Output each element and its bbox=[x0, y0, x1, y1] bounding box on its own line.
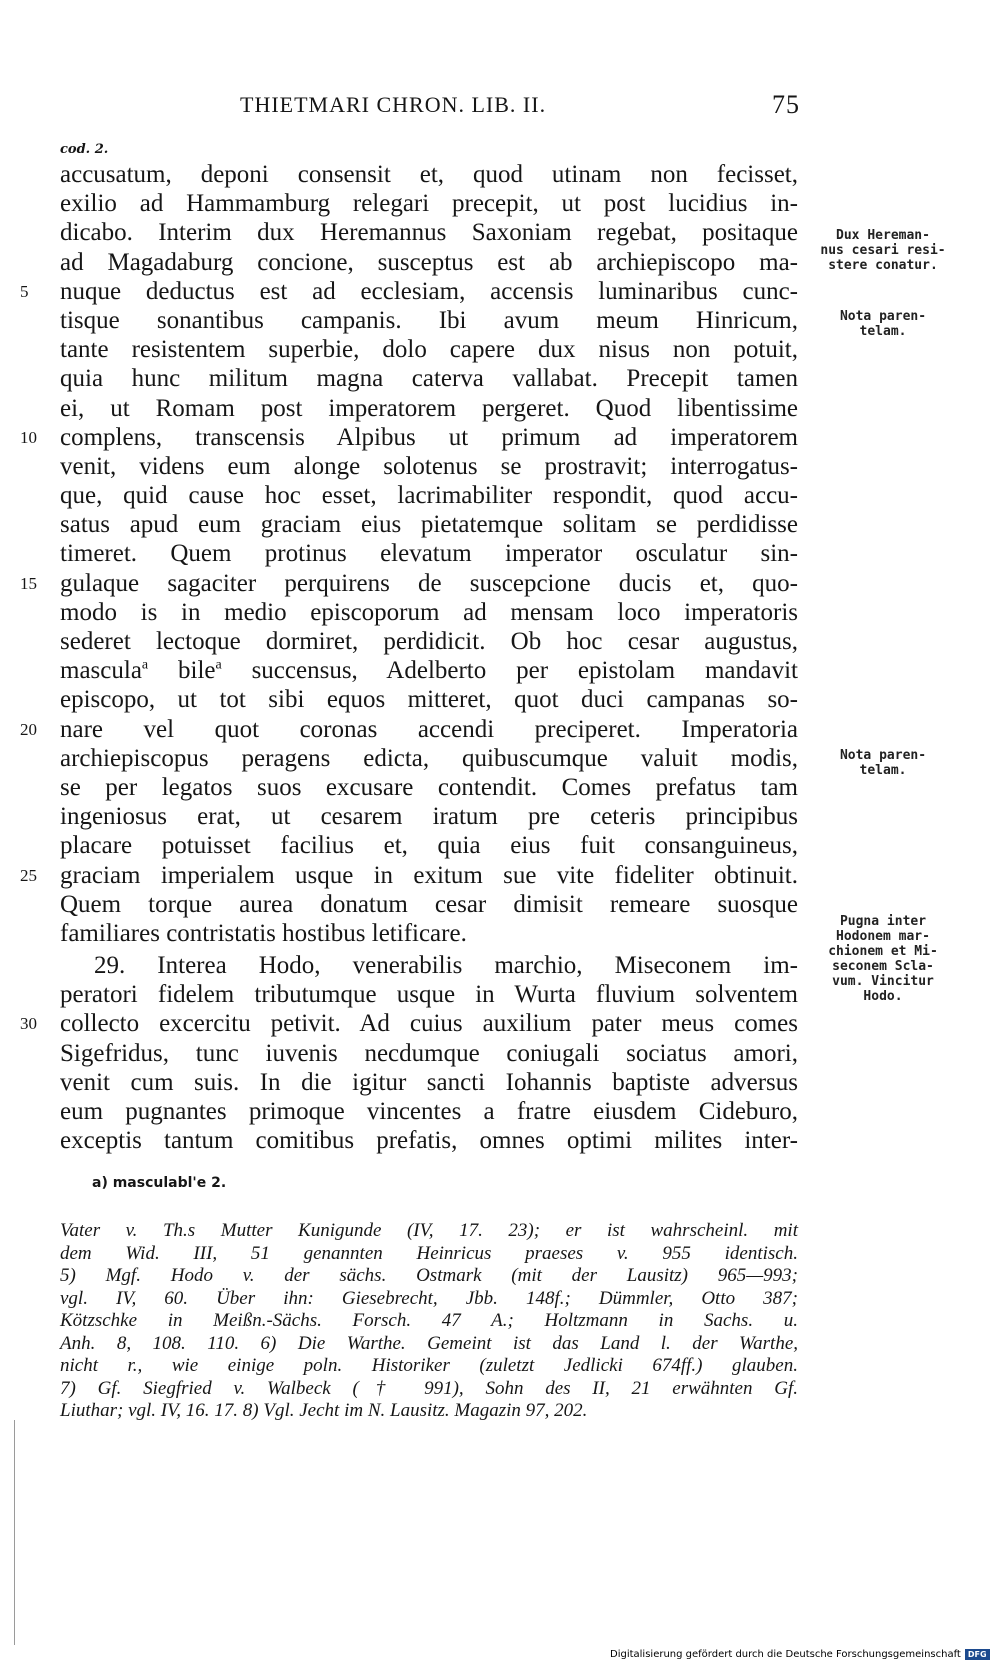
text-line: exilio ad Hammamburg relegari precepit, ut post lucidius in- bbox=[60, 190, 798, 218]
text-line: Quem torque aurea donatum cesar dimisit remeare suosque bbox=[60, 890, 798, 918]
apparatus-marker: a bbox=[141, 657, 149, 673]
text-line: venit, videns eum alonge solotenus se prostravit; interrogatus- bbox=[60, 452, 798, 480]
text-line: 20 nare vel quot coronas accendi preciperet. Imperatoria bbox=[20, 715, 798, 743]
running-header bbox=[240, 92, 800, 128]
credit-text: Digitalisierung gefördert durch die Deutsche Forschungsgemeinschaft bbox=[610, 1649, 961, 1660]
text-line: se per legatos suos excusare contendit. Comes prefatus tam bbox=[60, 773, 798, 801]
text-line: que, quid cause hoc esset, lacrimabiliter respondit, quod accu- bbox=[60, 482, 798, 510]
text-line: mascula$^a$ bile$^a$ succensus, Adelberto per epistolam mandavit bbox=[60, 657, 798, 685]
footnote-line: vgl. IV, 60. Über ihn: Giesebrecht, Jbb. 148f.; Dümmler, Otto 387; bbox=[60, 1287, 798, 1309]
text-line: dicabo. Interim dux Heremannus Saxoniam regebat, positaque bbox=[60, 219, 798, 247]
digitization-credit bbox=[610, 1649, 990, 1660]
text-line: satus apud eum graciam eius pietatemque solitam se perdidisse bbox=[60, 511, 798, 539]
chapter-start-line: 29. Interea Hodo, venerabilis marchio, Miseconem im- bbox=[94, 952, 798, 980]
footnote-line: 5) Mgf. Hodo v. der sächs. Ostmark (mit der Lausitz) 965—993; bbox=[60, 1265, 798, 1286]
text-line: ad Magadaburg concione, susceptus est ab archiepiscopo ma- bbox=[60, 248, 798, 276]
text-line: tante resistentem superbie, dolo capere dux nisus non potuit, bbox=[60, 336, 798, 364]
text-line: archiepiscopus peragens edicta, quibuscumque valuit modis, bbox=[60, 744, 798, 772]
text-line: episcopo, ut tot sibi equos mitteret, quot duci campanas so- bbox=[60, 686, 798, 714]
scan-edge-line bbox=[14, 1420, 15, 1645]
line-number: 20 bbox=[20, 719, 37, 739]
line-number: 25 bbox=[20, 865, 37, 885]
apparatus-note: a) masculabl'e 2. bbox=[92, 1175, 227, 1191]
apparatus-marker: a bbox=[215, 657, 222, 673]
margin-note-3: Nota paren- telam. bbox=[839, 748, 927, 778]
line-number: 15 bbox=[20, 573, 37, 593]
text-line: accusatum, deponi consensit et, quod utinam non fecisset, bbox=[60, 161, 798, 188]
text-line: ei, ut Romam post imperatorem pergeret. Quod libentissime bbox=[60, 394, 798, 422]
text-line: 5 nuque deductus est ad ecclesiam, accensis luminaribus cunc- bbox=[20, 277, 798, 305]
margin-note-4: Pugna inter Hodonem mar- chionem et Mi- seconem Scla- vum. Vincitur Hodo. bbox=[828, 914, 938, 1004]
text-line: venit cum suis. In die igitur sancti Iohannis baptiste adversus bbox=[60, 1068, 798, 1096]
text-line: timeret. Quem protinus elevatum imperator osculatur sin- bbox=[60, 540, 798, 568]
main-text bbox=[20, 160, 798, 1155]
line-number: 5 bbox=[20, 281, 29, 301]
text-line: modo is in medio episcoporum ad mensam loco imperatoris bbox=[60, 598, 798, 626]
footnote-line: Kötzschke in Meißn.-Sächs. Forsch. 47 A.; Holtzmann in Sachs. u. bbox=[60, 1310, 798, 1331]
text-line: Sigefridus, tunc iuvenis necdumque coniugali sociatus amori, bbox=[60, 1039, 798, 1067]
text-line: familiares contristatis hostibus letificare. bbox=[60, 919, 467, 947]
footnote-line: Liuthar; vgl. IV, 16. 17. 8) Vgl. Jecht im N. Lausitz. Magazin 97, 202. bbox=[60, 1400, 588, 1421]
text-line: exceptis tantum comitibus prefatis, omnes optimi milites inter- bbox=[60, 1127, 798, 1155]
footnote-line: nicht r., wie einige poln. Historiker (zuletzt Jedlicki 674ff.) glauben. bbox=[60, 1355, 798, 1376]
text-line: 25 graciam imperialem usque in exitum sue vite fideliter obtinuit. bbox=[20, 861, 798, 889]
text-line: 30 collecto excercitu petivit. Ad cuius auxilium pater meus comes bbox=[20, 1010, 798, 1038]
footnote-line: Anh. 8, 108. 110. 6) Die Warthe. Gemeint ist das Land l. der Warthe, bbox=[60, 1332, 798, 1354]
text-line: 10 complens, transcensis Alpibus ut primum ad imperatorem bbox=[20, 423, 798, 451]
text-line: ingeniosus erat, ut cesarem iratum pre ceteris principibus bbox=[60, 803, 798, 831]
text-line: quia hunc militum magna caterva vallabat. Precepit tamen bbox=[60, 365, 798, 393]
footnote-line: 7) Gf. Siegfried v. Walbeck († 991), Sohn des II, 21 erwähnten Gf. bbox=[60, 1377, 798, 1399]
codex-note: cod. 2. bbox=[60, 142, 109, 157]
dfg-logo-icon: DFG bbox=[965, 1649, 990, 1660]
text-line: sederet lectoque dormiret, perdidicit. Ob hoc cesar augustus, bbox=[60, 628, 798, 655]
footnote-line: dem Wid. III, 51 genannten Heinricus praeses v. 955 identisch. bbox=[60, 1242, 798, 1264]
text-line: peratori fidelem tributumque usque in Wurta fluvium solventem bbox=[60, 981, 798, 1009]
text-line: placare potuisset facilius et, quia eius fuit consanguineus, bbox=[60, 832, 798, 860]
margin-note-2: Nota paren- telam. bbox=[839, 309, 927, 339]
text-line: eum pugnantes primoque vincentes a fratre eiusdem Cideburo, bbox=[60, 1098, 798, 1125]
text-line: 15 gulaque sagaciter perquirens de suscepcione ducis et, quo- bbox=[20, 569, 798, 597]
page-number: 75 bbox=[772, 90, 800, 119]
footnote-line: Vater v. Th.s Mutter Kunigunde (IV, 17. 23); er ist wahrscheinl. mit bbox=[60, 1220, 798, 1241]
margin-note-1: Dux Hereman- nus cesari resi- stere conatur. bbox=[820, 228, 946, 273]
footnotes bbox=[60, 1220, 798, 1423]
running-title: THIETMARI CHRON. LIB. II. bbox=[240, 92, 547, 117]
text-line: tisque sonantibus campanis. Ibi avum meum Hinricum, bbox=[60, 306, 798, 334]
line-number: 10 bbox=[20, 427, 37, 447]
line-number: 30 bbox=[20, 1014, 37, 1034]
